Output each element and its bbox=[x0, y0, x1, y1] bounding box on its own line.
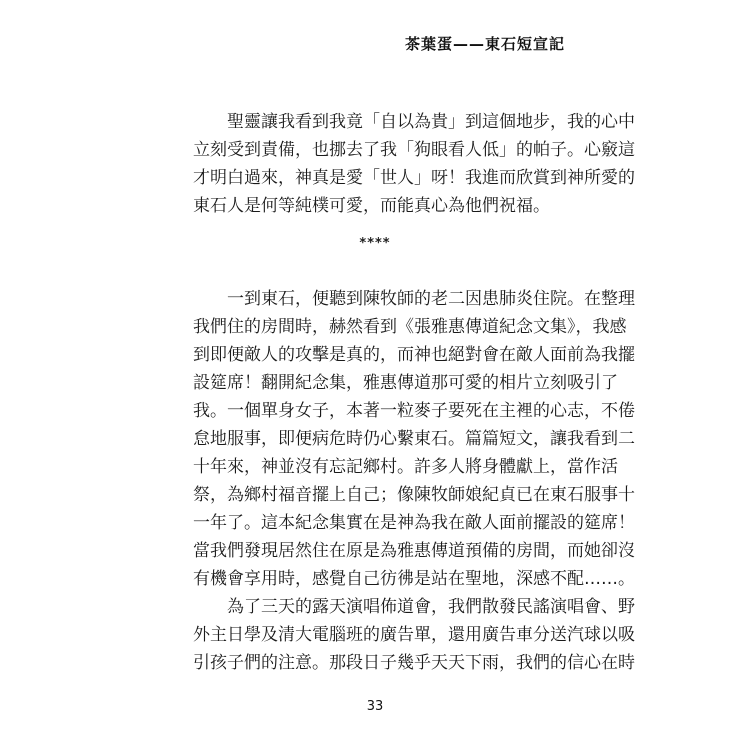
text-line: 聖靈讓我看到我竟「自以為貴」到這個地步，我的心中 bbox=[227, 112, 635, 132]
text-line: 十年來，神並沒有忘記鄉村。許多人將身體獻上，當作活 bbox=[193, 457, 618, 477]
paragraph-2 bbox=[193, 285, 635, 677]
text-line: 東石人是何等純樸可愛，而能真心為他們祝福。 bbox=[193, 196, 550, 216]
text-line: 引孩子們的注意。那段日子幾乎天天下雨，我們的信心在時 bbox=[193, 653, 635, 673]
text-line: 怠地服事，即便病危時仍心繫東石。篇篇短文，讓我看到二 bbox=[193, 429, 635, 449]
text-line: 一到東石，便聽到陳牧師的老二因患肺炎住院。在整理 bbox=[227, 289, 635, 309]
text-line: 才明白過來，神真是愛「世人」呀！我進而欣賞到神所愛的 bbox=[193, 168, 635, 188]
running-header: 茶葉蛋——東石短宣記 bbox=[404, 35, 565, 53]
text-line: 我。一個單身女子，本著一粒麥子要死在主裡的心志，不倦 bbox=[193, 401, 635, 421]
text-line: 設筵席！翻開紀念集，雅惠傳道那可愛的相片立刻吸引了 bbox=[193, 373, 618, 393]
section-separator: **** bbox=[359, 236, 391, 251]
text-line: 一年了。這本紀念集實在是神為我在敵人面前擺設的筵席！ bbox=[193, 513, 635, 533]
text-line: 有機會享用時，感覺自己彷彿是站在聖地，深感不配……。 bbox=[193, 569, 635, 589]
paragraph-1 bbox=[193, 108, 635, 220]
text-line: 我們住的房間時，赫然看到《張雅惠傳道紀念文集》，我感 bbox=[193, 317, 627, 337]
text-line: 外主日學及清大電腦班的廣告單，還用廣告車分送汽球以吸 bbox=[193, 625, 635, 645]
text-line: 為了三天的露天演唱佈道會，我們散發民謠演唱會、野 bbox=[227, 597, 635, 617]
text-line: 立刻受到責備，也挪去了我「狗眼看人低」的帕子。心竅這 bbox=[193, 140, 635, 160]
page-number: 33 bbox=[366, 699, 384, 714]
text-line: 當我們發現居然住在原是為雅惠傳道預備的房間，而她卻沒 bbox=[193, 541, 635, 561]
text-line: 到即便敵人的攻擊是真的，而神也絕對會在敵人面前為我擺 bbox=[193, 345, 635, 365]
text-line: 祭，為鄉村福音擺上自己；像陳牧師娘紀貞已在東石服事十 bbox=[193, 485, 635, 505]
